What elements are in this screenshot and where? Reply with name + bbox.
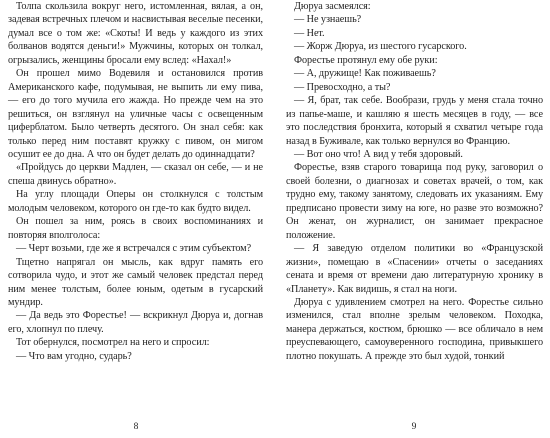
paragraph: Дюруа с удивлением смотрел на него. Форестье сильно изменился, стал вполне зрелым человеком. Походка, манера держаться, костюм, брюшко — все обличало в нем преуспевающего, самоуверенного господина, привыкшего плотно покушать. А прежде это был худой, тонкий — [286, 296, 543, 362]
paragraph: Толпа скользила вокруг него, истомленная, вялая, а он, задевая встречных плечом и насвистывая веселые песенки, думал все о том же: «Скоты! И ведь у каждого из этих болванов водятся деньги!» Мужчины, которых он толкал, огрызались, женщины бросали ему вслед: «Нахал!» — [8, 1, 263, 66]
paragraph: Тщетно напрягал он мысль, как вдруг память его сотворила чудо, и этот же самый человек предстал перед ним менее толстым, более юным, одетым в гусарский мундир. — [8, 256, 263, 308]
paragraph: — Вот оно что! А вид у тебя здоровый. — [294, 148, 463, 160]
right-page-text — [286, 0, 543, 363]
left-page — [0, 0, 272, 438]
paragraph: — Не узнаешь? — [294, 14, 362, 26]
paragraph: Форестье, взяв старого товарища под руку, заговорил о своей болезни, о диагнозах и советах врачей, о том, как трудно ему, такому занятому, следовать их указаниям. Ему предписано провести зиму на юге, но разве это возможно? Он женат, он журналист, он занимает прекрасное положение. — [286, 162, 543, 241]
paragraph: — Да ведь это Форестье! — вскрикнул Дюруа и, догнав его, хлопнул по плечу. — [8, 310, 263, 335]
paragraph: — Превосходно, а ты? — [294, 81, 391, 93]
paragraph: — А, дружище! Как поживаешь? — [294, 68, 436, 80]
right-page — [278, 0, 550, 438]
page-number: 8 — [133, 422, 139, 432]
paragraph: — Я заведую отделом политики во «Французской жизни», помещаю в «Спасении» отчеты о заседаниях сената и время от времени даю литературную хронику в «Планету». Как видишь, я стал на ноги. — [286, 243, 543, 295]
paragraph: — Я, брат, так себе. Вообрази, грудь у меня стала точно из папье-маше, и кашляю я шесть месяцев в году, — все это последствия бронхита, который я схватил четыре года назад в Буживале, как только вернулся во Францию. — [286, 95, 543, 147]
paragraph: — Жорж Дюруа, из шестого гусарского. — [294, 41, 467, 53]
paragraph: Он прошел мимо Водевиля и остановился против Американского кафе, подумывая, не выпить ли ему пива, — его до того мучила его жажда. Но прежде чем на это решиться, он взглянул на уличные часы с освещенным циферблатом. Было четверть десятого. Он знал себя: как только перед ним поставят кружку с пивом, он мигом осушит ее до дна. А что он будет делать до одиннадцати? — [8, 68, 263, 160]
paragraph: Дюруа засмеялся: — [294, 1, 371, 12]
paragraph: «Пройдусь до церкви Мадлен, — сказал он себе, — и не спеша двинусь обратно». — [8, 162, 263, 187]
paragraph: — Что вам угодно, сударь? — [16, 350, 132, 362]
left-page-text — [8, 0, 263, 363]
paragraph: Тот обернулся, посмотрел на него и спросил: — [16, 337, 210, 349]
paragraph: На углу площади Оперы он столкнулся с толстым молодым человеком, которого он где-то как будто видел. — [8, 189, 263, 214]
paragraph: — Нет. — [294, 27, 325, 39]
page-number: 9 — [411, 422, 417, 432]
paragraph: — Черт возьми, где же я встречался с этим субъектом? — [16, 243, 252, 255]
paragraph: Он пошел за ним, роясь в своих воспоминаниях и повторяя вполголоса: — [8, 216, 263, 241]
paragraph: Форестье протянул ему обе руки: — [294, 54, 438, 66]
